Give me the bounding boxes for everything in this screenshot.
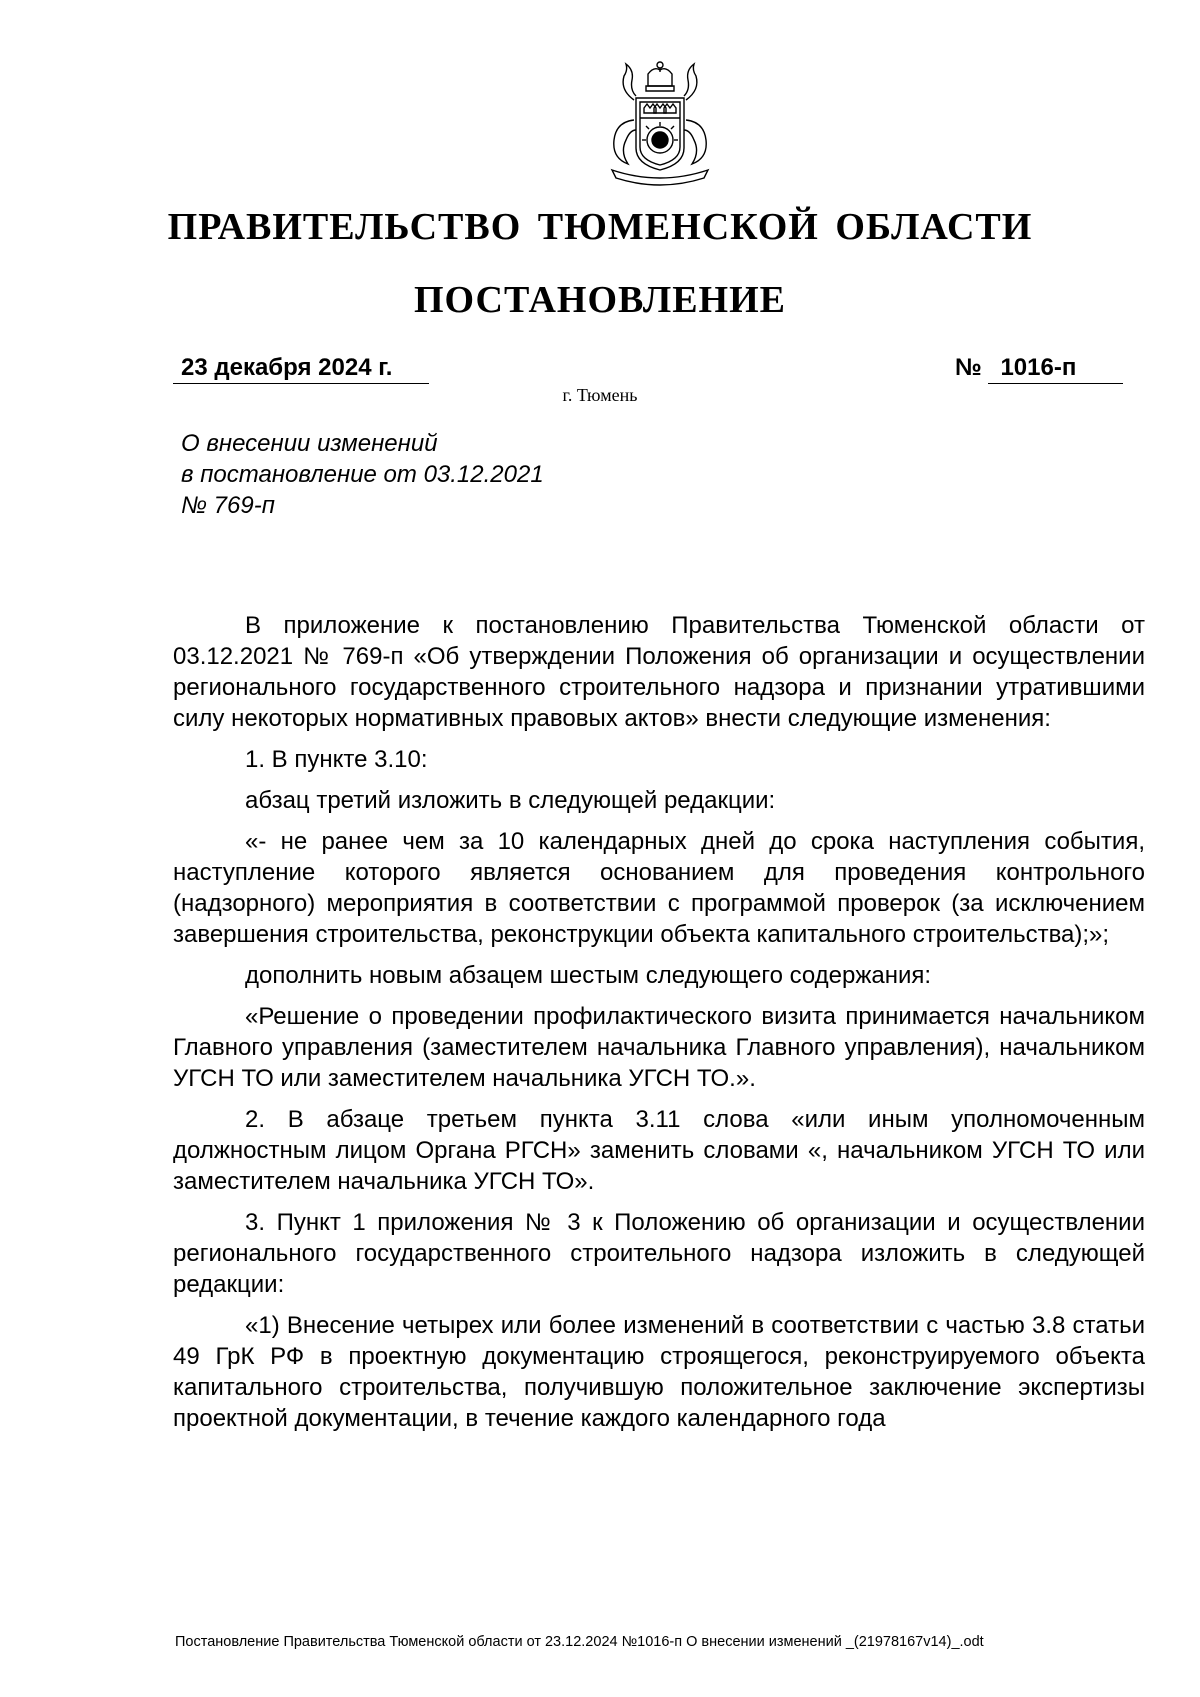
body-paragraph: 3. Пункт 1 приложения № 3 к Положению об организации и осуществлении регионального государственного строительного надзора изложить в следующей редакции:: [173, 1209, 1145, 1298]
subject-line: № 769-п: [181, 492, 275, 519]
number-sign: №: [955, 354, 982, 381]
document-body: [173, 610, 1145, 1444]
body-paragraph: абзац третий изложить в следующей редакции:: [245, 787, 776, 814]
coat-of-arms-icon: [590, 60, 730, 188]
footer-filename: Постановление Правительства Тюменской области от 23.12.2024 №1016-п О внесении изменений _(21978167v14)_.odt: [175, 1634, 984, 1650]
document-type-title: ПОСТАНОВЛЕНИЕ: [413, 279, 787, 321]
body-paragraph: «1) Внесение четырех или более изменений в соответствии с частью 3.8 статьи 49 ГрК РФ в проектную документацию строящегося, реконструируемого объекта капитального строительства, получившую положительное заключение экспертизы проектной документации, в течение каждого календарного года: [173, 1312, 1145, 1432]
body-paragraph: 1. В пункте 3.10:: [245, 746, 428, 773]
body-paragraph: «- не ранее чем за 10 календарных дней до срока наступления события, наступление которого является основанием для проведения контрольного (надзорного) мероприятия в соответствии с программой проверок (за исключением завершения строительства, реконструкции объекта капитального строительства);»;: [173, 828, 1145, 948]
document-subject: [181, 428, 544, 521]
document-date: 23 декабря 2024 г.: [173, 353, 429, 384]
subject-line: в постановление от 03.12.2021: [181, 461, 544, 488]
document-number: [955, 353, 1135, 384]
number-value: 1016-п: [988, 353, 1123, 384]
body-paragraph: 2. В абзаце третьем пункта 3.11 слова «или иным уполномоченным должностным лицом Органа РГСН» заменить словами «, начальником УГСН ТО или заместителем начальника УГСН ТО».: [173, 1106, 1145, 1195]
organization-title: ПРАВИТЕЛЬСТВО ТЮМЕНСКОЙ ОБЛАСТИ: [167, 206, 1033, 248]
body-paragraph: «Решение о проведении профилактического визита принимается начальником Главного управления (заместителем начальника Главного управления), начальником УГСН ТО или заместителем начальника УГСН ТО.».: [173, 1003, 1145, 1092]
body-paragraph: В приложение к постановлению Правительства Тюменской области от 03.12.2021 № 769-п «Об утверждении Положения об организации и осуществлении регионального государственного строительного надзора и признании утратившими силу некоторых нормативных правовых актов» внести следующие изменения:: [173, 612, 1145, 732]
subject-line: О внесении изменений: [181, 430, 438, 457]
body-paragraph: дополнить новым абзацем шестым следующего содержания:: [245, 962, 932, 989]
city-label: г. Тюмень: [562, 385, 638, 405]
